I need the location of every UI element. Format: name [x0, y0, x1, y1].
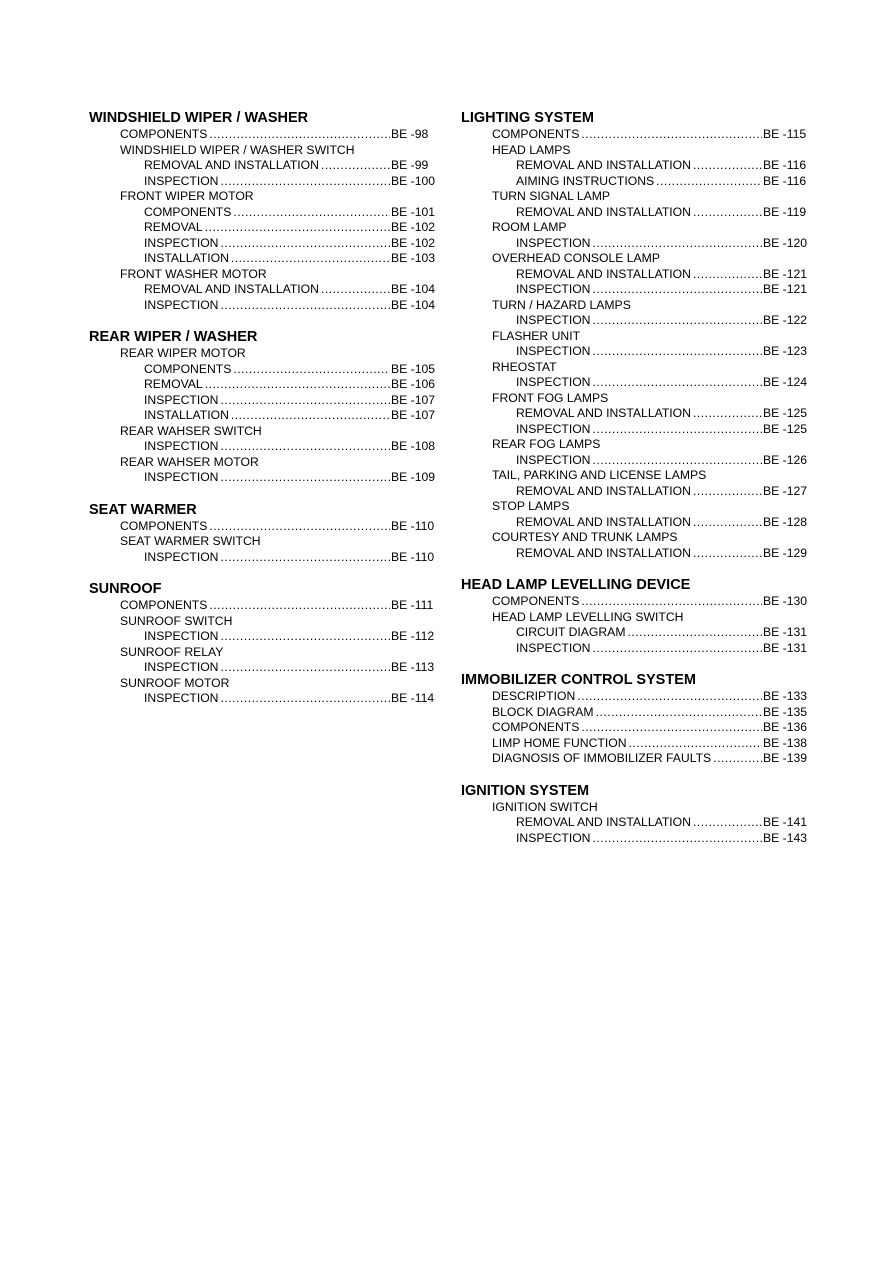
toc-page-number: BE -131	[763, 640, 808, 655]
toc-entry[interactable]	[89, 174, 439, 190]
section-title: SUNROOF	[89, 581, 162, 597]
toc-entry-label: OVERHEAD CONSOLE LAMP	[492, 251, 660, 265]
toc-entry[interactable]	[461, 313, 811, 329]
toc-entry-label: FRONT WASHER MOTOR	[120, 266, 267, 281]
section-title: REAR WIPER / WASHER	[89, 329, 258, 345]
toc-entry[interactable]	[89, 519, 439, 535]
toc-right-column	[461, 109, 811, 861]
toc-subheading	[461, 499, 811, 515]
toc-entry[interactable]	[89, 598, 439, 614]
toc-entry[interactable]	[89, 282, 439, 298]
toc-page-number: BE -122	[763, 313, 808, 327]
toc-entry[interactable]	[461, 205, 811, 221]
toc-entry-label: REMOVAL AND INSTALLATION	[144, 282, 319, 296]
toc-entry[interactable]	[461, 625, 811, 641]
toc-entry-label: COMPONENTS	[144, 204, 232, 219]
toc-page-number: BE -130	[763, 594, 808, 608]
dot-leader	[209, 519, 390, 535]
toc-entry[interactable]	[461, 594, 811, 610]
toc-entry-label: RHEOSTAT	[492, 359, 557, 374]
dot-leader	[693, 267, 762, 283]
toc-page-number: BE -120	[763, 235, 808, 250]
toc-entry[interactable]	[461, 641, 811, 657]
dot-leader	[231, 251, 390, 267]
toc-page-number: BE -125	[763, 406, 808, 420]
toc-section-windshield-wiper-washer	[89, 109, 439, 313]
toc-entry[interactable]	[89, 362, 439, 378]
toc-section-seat-warmer	[89, 501, 439, 566]
toc-entry-label: INSPECTION	[144, 173, 219, 188]
toc-page-number: BE -113	[391, 660, 435, 674]
toc-page-number: BE -111	[391, 598, 434, 612]
dot-leader	[205, 220, 390, 236]
toc-entry-label: COMPONENTS	[144, 361, 232, 376]
dot-leader	[209, 598, 390, 614]
toc-subheading	[461, 189, 811, 205]
toc-subheading	[461, 251, 811, 267]
toc-entry[interactable]	[461, 127, 811, 143]
toc-entry[interactable]	[461, 515, 811, 531]
toc-entry-label: INSPECTION	[144, 235, 219, 250]
toc-entry[interactable]	[89, 660, 439, 676]
dot-leader	[581, 127, 762, 143]
dot-leader	[713, 751, 762, 767]
toc-page-number: BE -124	[763, 375, 808, 389]
dot-leader	[221, 660, 391, 676]
section-title: HEAD LAMP LEVELLING DEVICE	[461, 577, 691, 593]
toc-entry-label: COMPONENTS	[120, 598, 208, 612]
toc-entry-label: REAR FOG LAMPS	[492, 437, 601, 451]
toc-page-number: BE -107	[391, 392, 436, 407]
toc-entry-label: REMOVAL AND INSTALLATION	[516, 545, 691, 560]
section-title: WINDSHIELD WIPER / WASHER	[89, 110, 309, 126]
toc-subheading	[89, 143, 439, 159]
dot-leader	[221, 174, 391, 190]
toc-entry-label: INSPECTION	[516, 282, 591, 296]
toc-entry-label: REMOVAL AND INSTALLATION	[516, 815, 691, 829]
dot-leader	[233, 205, 390, 221]
toc-entry-label: INSPECTION	[144, 660, 219, 674]
toc-entry-label: REMOVAL	[144, 377, 203, 391]
toc-page-number: BE -141	[763, 815, 808, 829]
toc-entry-label: COMPONENTS	[492, 594, 580, 608]
toc-entry-label: DIAGNOSIS OF IMMOBILIZER FAULTS	[492, 751, 712, 765]
toc-entry-label: SUNROOF MOTOR	[120, 675, 230, 690]
toc-entry-label: IGNITION SWITCH	[492, 799, 598, 814]
dot-leader	[629, 736, 762, 752]
toc-entry-label: INSPECTION	[144, 629, 219, 643]
toc-entry-label: TURN / HAZARD LAMPS	[492, 297, 631, 312]
toc-entry-label: INSPECTION	[516, 313, 591, 327]
toc-entry[interactable]	[89, 236, 439, 252]
toc-entry-label: COMPONENTS	[120, 127, 208, 141]
dot-leader	[693, 815, 762, 831]
toc-entry[interactable]	[89, 393, 439, 409]
dot-leader	[593, 236, 763, 252]
toc-subheading	[461, 468, 811, 484]
toc-entry-label: REAR WAHSER SWITCH	[120, 423, 262, 438]
toc-entry[interactable]	[461, 705, 811, 721]
section-title: LIGHTING SYSTEM	[461, 110, 594, 126]
toc-page-number: BE -112	[391, 629, 435, 643]
toc-entry-label: CIRCUIT DIAGRAM	[516, 625, 626, 639]
toc-page-number: BE -121	[763, 266, 808, 281]
toc-entry[interactable]	[89, 377, 439, 393]
toc-section-rear-wiper-washer	[89, 328, 439, 486]
toc-entry-label: INSPECTION	[516, 421, 591, 436]
toc-page-number: BE -102	[391, 220, 436, 234]
dot-leader	[593, 375, 763, 391]
toc-entry[interactable]	[89, 691, 439, 707]
section-title: SEAT WARMER	[89, 501, 197, 518]
toc-page-number: BE -131	[763, 625, 808, 639]
toc-page-number: BE -128	[763, 514, 808, 529]
toc-entry[interactable]	[89, 629, 439, 645]
dot-leader	[221, 393, 391, 409]
toc-entry[interactable]	[461, 236, 811, 252]
toc-subheading	[89, 455, 439, 471]
dot-leader	[693, 515, 762, 531]
toc-entry[interactable]	[461, 344, 811, 360]
toc-entry[interactable]	[461, 267, 811, 283]
dot-leader	[221, 550, 391, 566]
toc-page-number: BE -127	[763, 483, 808, 498]
toc-entry-label: INSTALLATION	[144, 408, 229, 422]
toc-entry-label: COMPONENTS	[492, 720, 580, 734]
dot-leader	[221, 298, 391, 314]
toc-entry-label: INSPECTION	[516, 375, 591, 389]
toc-entry[interactable]	[89, 408, 439, 424]
toc-page-number: BE -123	[763, 344, 808, 358]
toc-subheading	[461, 143, 811, 159]
toc-entry-label: SUNROOF SWITCH	[120, 613, 233, 628]
toc-entry-label: ROOM LAMP	[492, 220, 567, 234]
toc-subheading	[89, 424, 439, 440]
toc-page-number: BE -133	[763, 689, 808, 703]
section-title: IMMOBILIZER CONTROL SYSTEM	[461, 672, 696, 688]
dot-leader	[221, 236, 391, 252]
toc-entry-label: REMOVAL AND INSTALLATION	[516, 204, 691, 219]
toc-entry-label: COMPONENTS	[492, 127, 580, 141]
toc-page-number: BE -109	[391, 470, 436, 484]
toc-entry[interactable]	[461, 546, 811, 562]
toc-subheading	[461, 610, 811, 626]
dot-leader	[321, 158, 390, 174]
toc-entry[interactable]	[461, 422, 811, 438]
toc-section-sunroof	[89, 580, 439, 707]
toc-subheading	[461, 800, 811, 816]
toc-entry-label: COURTESY AND TRUNK LAMPS	[492, 530, 678, 544]
toc-page-number: BE -105	[391, 361, 436, 376]
toc-entry-label: INSPECTION	[144, 691, 219, 705]
toc-entry-label: SUNROOF RELAY	[120, 644, 224, 659]
toc-entry[interactable]	[89, 127, 439, 143]
toc-page-number: BE -107	[391, 408, 436, 422]
toc-entry[interactable]	[89, 470, 439, 486]
toc-subheading	[461, 298, 811, 314]
toc-entry-label: REMOVAL AND INSTALLATION	[516, 483, 691, 498]
dot-leader	[205, 377, 390, 393]
toc-subheading	[89, 534, 439, 550]
toc-entry-label: INSPECTION	[516, 640, 591, 655]
toc-entry-label: INSPECTION	[144, 470, 219, 484]
toc-entry[interactable]	[89, 439, 439, 455]
toc-page-number: BE -126	[763, 452, 808, 467]
section-title: IGNITION SYSTEM	[461, 782, 590, 799]
toc-entry[interactable]	[461, 282, 811, 298]
dot-leader	[693, 546, 762, 562]
toc-entry[interactable]	[89, 298, 439, 314]
toc-entry-label: HEAD LAMPS	[492, 142, 571, 157]
toc-entry-label: INSTALLATION	[144, 251, 229, 265]
toc-subheading	[89, 346, 439, 362]
toc-page-number: BE -115	[763, 127, 807, 141]
toc-entry-label: REMOVAL AND INSTALLATION	[144, 158, 319, 172]
toc-entry-label: INSPECTION	[144, 549, 219, 564]
toc-subheading	[89, 676, 439, 692]
toc-entry-label: REMOVAL AND INSTALLATION	[516, 514, 691, 529]
dot-leader	[693, 406, 762, 422]
toc-entry[interactable]	[89, 251, 439, 267]
toc-entry-label: INSPECTION	[144, 297, 219, 312]
toc-entry-label: INSPECTION	[516, 344, 591, 358]
toc-subheading	[461, 391, 811, 407]
dot-leader	[593, 422, 763, 438]
toc-entry[interactable]	[461, 736, 811, 752]
dot-leader	[593, 641, 763, 657]
dot-leader	[209, 127, 390, 143]
toc-page-number: BE -108	[391, 439, 436, 453]
dot-leader	[693, 205, 762, 221]
toc-subheading	[461, 530, 811, 546]
toc-entry-label: INSPECTION	[144, 439, 219, 453]
dot-leader	[233, 362, 390, 378]
toc-left-column	[89, 109, 439, 722]
dot-leader	[593, 344, 763, 360]
dot-leader	[656, 174, 762, 190]
toc-page-number: BE -102	[391, 235, 436, 250]
toc-entry-label: REAR WAHSER MOTOR	[120, 454, 259, 469]
toc-page-number: BE -101	[391, 204, 436, 219]
toc-entry-label: COMPONENTS	[120, 518, 208, 533]
toc-subheading	[461, 437, 811, 453]
dot-leader	[581, 594, 762, 610]
dot-leader	[221, 629, 391, 645]
dot-leader	[221, 439, 391, 455]
toc-entry[interactable]	[461, 453, 811, 469]
toc-page-number: BE -116	[763, 158, 807, 172]
toc-page-number: BE -100	[391, 173, 436, 188]
toc-page-number: BE -135	[763, 704, 808, 719]
toc-page-number: BE -106	[391, 377, 436, 391]
toc-section-lighting-system	[461, 109, 811, 561]
toc-page-number: BE -138	[763, 735, 808, 750]
toc-subheading	[89, 614, 439, 630]
dot-leader	[593, 313, 763, 329]
dot-leader	[321, 282, 390, 298]
dot-leader	[577, 689, 762, 705]
dot-leader	[231, 408, 390, 424]
toc-entry[interactable]	[461, 375, 811, 391]
toc-entry[interactable]	[461, 484, 811, 500]
dot-leader	[596, 705, 762, 721]
toc-subheading	[89, 189, 439, 205]
toc-entry[interactable]	[461, 815, 811, 831]
toc-page-number: BE -116	[763, 173, 807, 188]
toc-page-number: BE -110	[391, 518, 435, 533]
toc-subheading	[461, 329, 811, 345]
dot-leader	[221, 470, 391, 486]
toc-entry-label: DESCRIPTION	[492, 689, 576, 703]
toc-entry-label: INSPECTION	[144, 392, 219, 407]
toc-entry-label: INSPECTION	[516, 830, 591, 845]
toc-entry-label: INSPECTION	[516, 235, 591, 250]
toc-entry-label: REMOVAL AND INSTALLATION	[516, 406, 691, 420]
toc-entry-label: HEAD LAMP LEVELLING SWITCH	[492, 609, 684, 624]
toc-entry-label: WINDSHIELD WIPER / WASHER SWITCH	[120, 142, 355, 157]
toc-page-number: BE -104	[391, 282, 436, 296]
toc-section-head-lamp-levelling-device	[461, 576, 811, 656]
toc-entry[interactable]	[461, 158, 811, 174]
toc-entry-label: FRONT WIPER MOTOR	[120, 189, 254, 203]
toc-entry-label: AIMING INSTRUCTIONS	[516, 173, 655, 188]
toc-entry-label: FRONT FOG LAMPS	[492, 390, 609, 405]
toc-page-number: BE -104	[391, 297, 436, 312]
toc-entry-label: INSPECTION	[516, 452, 591, 467]
toc-entry[interactable]	[89, 158, 439, 174]
toc-entry[interactable]	[89, 220, 439, 236]
dot-leader	[593, 831, 763, 847]
toc-page-number: BE -99	[391, 158, 429, 172]
toc-entry-label: LIMP HOME FUNCTION	[492, 735, 627, 750]
toc-entry-label: REMOVAL AND INSTALLATION	[516, 158, 691, 172]
toc-page-number: BE -103	[391, 251, 436, 265]
toc-page-number: BE -139	[763, 751, 808, 765]
toc-entry[interactable]	[461, 831, 811, 847]
dot-leader	[627, 625, 762, 641]
toc-entry-label: SEAT WARMER SWITCH	[120, 534, 261, 548]
toc-page-number: BE -114	[391, 691, 435, 705]
toc-entry-label: REAR WIPER MOTOR	[120, 346, 246, 360]
toc-entry[interactable]	[461, 689, 811, 705]
toc-entry[interactable]	[89, 550, 439, 566]
dot-leader	[593, 282, 763, 298]
toc-entry-label: BLOCK DIAGRAM	[492, 704, 594, 719]
toc-page-number: BE -129	[763, 545, 808, 560]
toc-entry[interactable]	[461, 751, 811, 767]
toc-entry[interactable]	[89, 205, 439, 221]
toc-entry-label: TAIL, PARKING AND LICENSE LAMPS	[492, 468, 707, 482]
toc-entry[interactable]	[461, 406, 811, 422]
toc-entry-label: REMOVAL	[144, 220, 203, 234]
toc-page-number: BE -125	[763, 421, 808, 436]
toc-subheading	[461, 220, 811, 236]
toc-entry-label: FLASHER UNIT	[492, 328, 581, 343]
toc-entry[interactable]	[461, 720, 811, 736]
dot-leader	[593, 453, 763, 469]
dot-leader	[221, 691, 391, 707]
toc-page-number: BE -121	[763, 282, 808, 296]
toc-section-ignition-system	[461, 782, 811, 847]
toc-page-number: BE -110	[391, 549, 435, 564]
toc-page-number: BE -119	[763, 204, 807, 219]
dot-leader	[693, 158, 762, 174]
toc-subheading	[89, 267, 439, 283]
toc-entry[interactable]	[461, 174, 811, 190]
toc-subheading	[89, 645, 439, 661]
toc-subheading	[461, 360, 811, 376]
dot-leader	[693, 484, 762, 500]
toc-page-number: BE -143	[763, 830, 808, 845]
toc-entry-label: STOP LAMPS	[492, 499, 570, 513]
toc-page-number: BE -136	[763, 720, 808, 734]
toc-section-immobilizer-control-system	[461, 671, 811, 767]
dot-leader	[581, 720, 762, 736]
toc-page-number: BE -98	[391, 127, 429, 141]
toc-entry-label: REMOVAL AND INSTALLATION	[516, 266, 691, 281]
toc-entry-label: TURN SIGNAL LAMP	[492, 189, 611, 203]
